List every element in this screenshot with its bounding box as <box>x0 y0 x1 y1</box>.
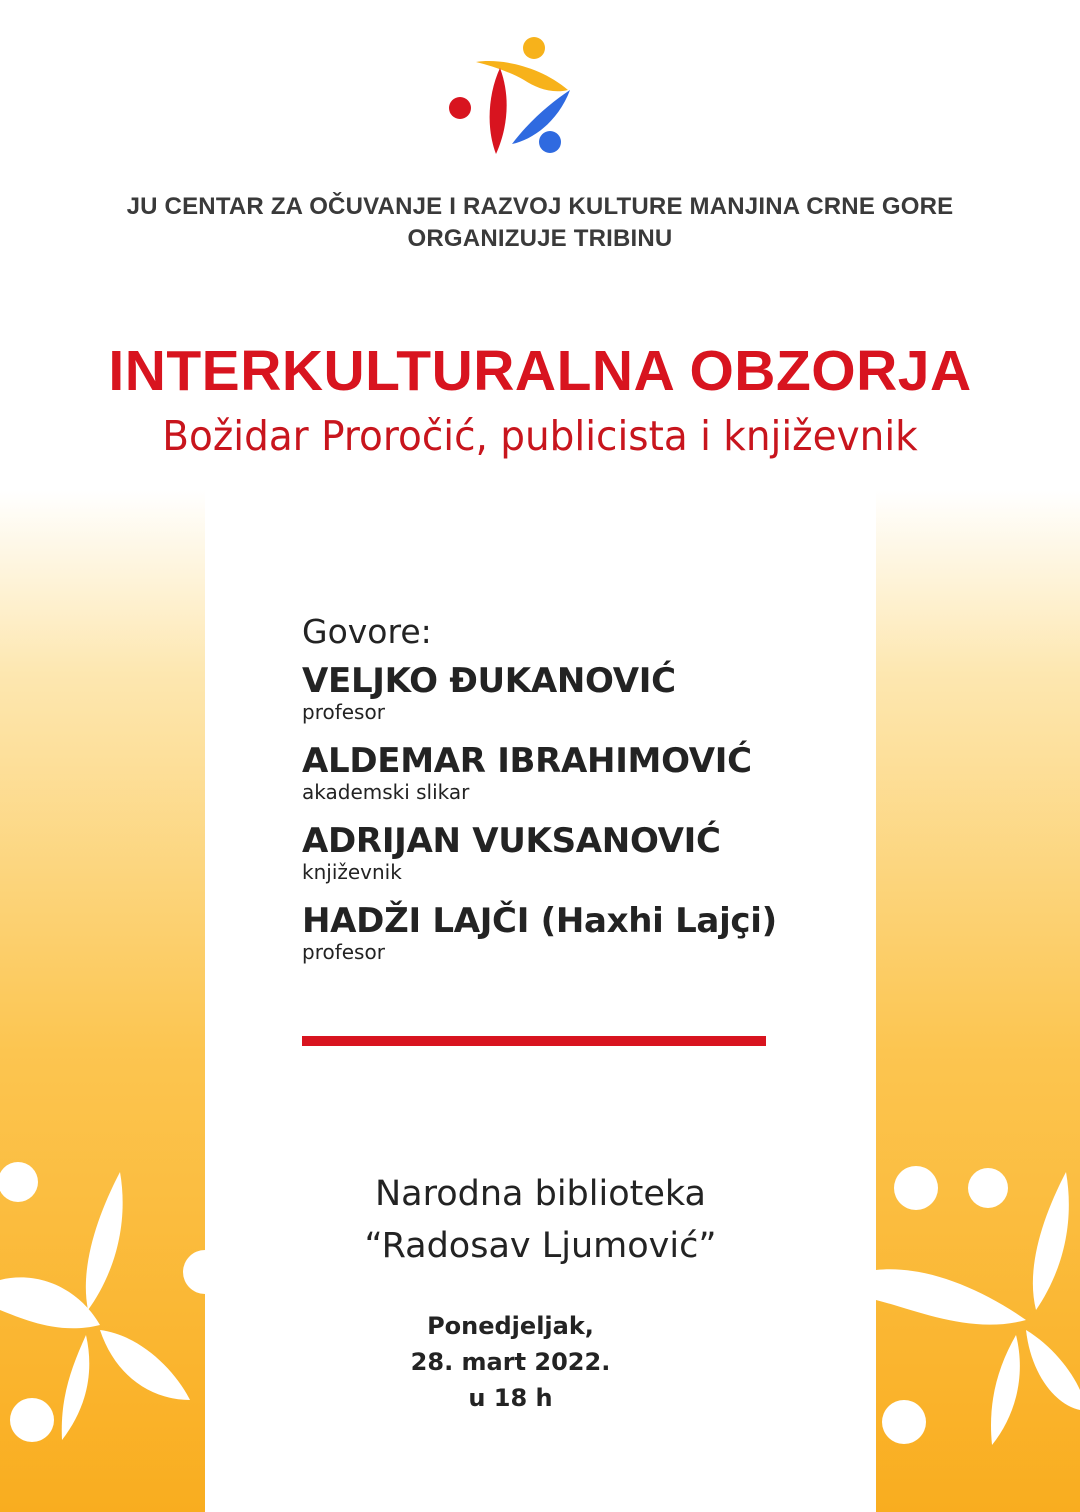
speaker-role: književnik <box>302 860 402 884</box>
speaker-name: ALDEMAR IBRAHIMOVIĆ <box>302 741 752 781</box>
venue-line-1: Narodna biblioteka <box>374 1174 706 1214</box>
speakers-list <box>302 612 862 981</box>
organizer-name: JU CENTAR ZA OČUVANJE I RAZVOJ KULTURE MANJINA CRNE GORE <box>126 193 954 220</box>
venue-line-2: “Radosav Ljumović” <box>364 1226 717 1266</box>
speaker-name: ADRIJAN VUKSANOVIĆ <box>302 821 721 861</box>
speakers-label: Govore: <box>302 612 432 651</box>
speaker-role: akademski slikar <box>302 780 470 804</box>
event-day: Ponedjeljak, <box>427 1312 594 1340</box>
speaker-role: profesor <box>302 940 385 964</box>
right-leaf-ornament-icon <box>876 1160 1080 1470</box>
event-date-value: 28. mart 2022. <box>410 1348 611 1376</box>
event-subtitle: Božidar Proročić, publicista i književnik <box>162 412 918 460</box>
speaker-name: VELJKO ĐUKANOVIĆ <box>302 661 676 701</box>
speaker-name: HADŽI LAJČI (Haxhi Lajçi) <box>302 901 777 941</box>
event-time: u 18 h <box>468 1384 553 1412</box>
speaker-role: profesor <box>302 700 385 724</box>
organizer-action: ORGANIZUJE TRIBINU <box>407 225 673 252</box>
event-date <box>205 1308 816 1416</box>
venue <box>205 1168 876 1272</box>
left-leaf-ornament-icon <box>0 1160 205 1470</box>
red-divider <box>302 1036 766 1046</box>
event-title: INTERKULTURALNA OBZORJA <box>108 339 972 403</box>
organization-logo-icon <box>440 32 580 162</box>
